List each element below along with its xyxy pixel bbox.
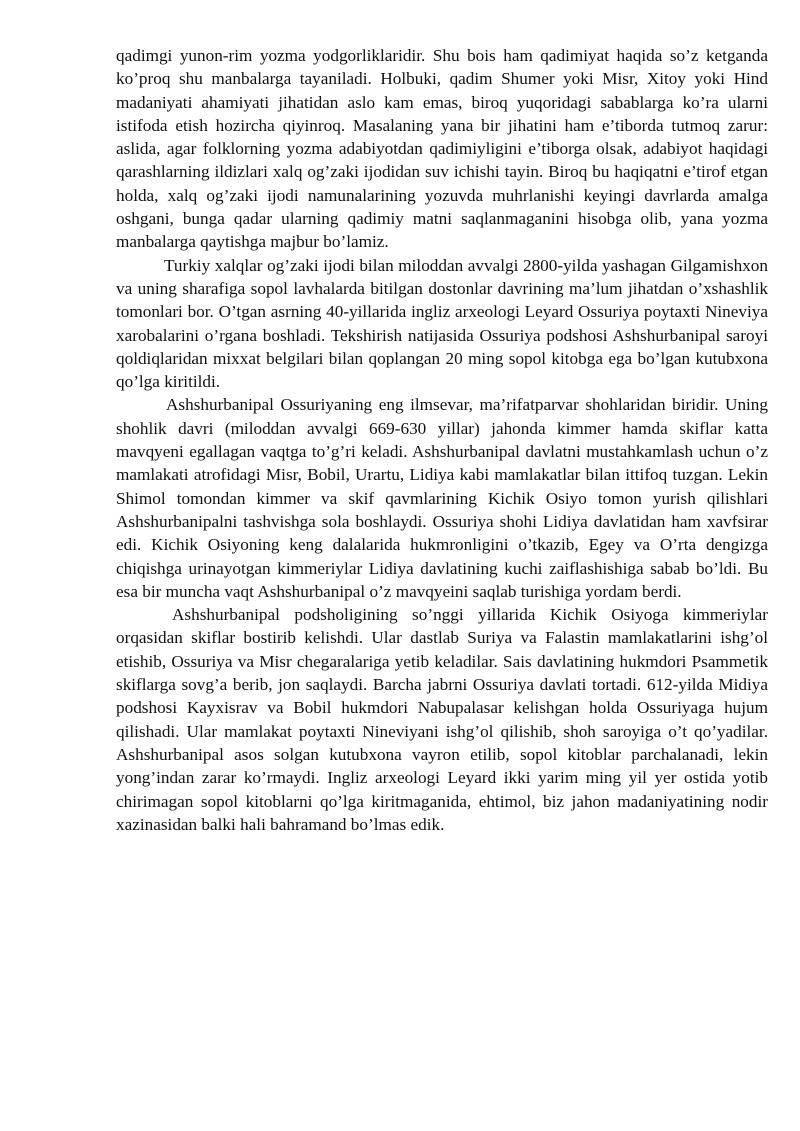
paragraph-1: qadimgi yunon-rim yozma yodgorliklaridir. Shu bois ham qadimiyat haqida so’z ketganda ko’proq shu manbalarga tayaniladi. Holbuki, qadim Shumer yoki Misr, Xitoy yoki Hind madaniyati ahamiyati jihatidan aslo kam emas, biroq yuqoridagi sabablarga ko’ra ularni istifoda etish hozircha qiyinroq. Masalaning yana bir jihatini ham e’tiborda tutmoq zarur: aslida, agar folklorning yozma adabiyotdan qadimiyligini e’tiborga olsak, adabiyot haqidagi qarashlarning ildizlari xalq og’zaki ijodidan suv ichishi tayin. Biroq bu haqiqatni e’tirof etgan holda, xalq og’zaki ijodi namunalarining yozuvda muhrlanishi keyingi davrlarda amalga oshgani, bunga qadar ularning qadimiy matni saqlanmaganini hisobga olib, yana yozma manbalarga qaytishga majbur bo’lamiz. — [116, 46, 768, 252]
document-page — [116, 44, 768, 836]
paragraph-2: Turkiy xalqlar og’zaki ijodi bilan miloddan avvalgi 2800-yilda yashagan Gilgamishxon va uning sharafiga sopol lavhalarda bitilgan dostonlar davrining ma’lum jihatdan o’xshashlik tomonlari bor. O’tgan asrning 40-yillarida ingliz arxeologi Leyard Ossuriya poytaxti Nineviya xarobalarini o’rgana boshladi. Tekshirish natijasida Ossuriya podshosi Ashshurbanipal saroyi qoldiqlaridan mixxat belgilari bilan qoplangan 20 ming sopol kitobga ega bo’lgan kutubxona qo’lga kiritildi. — [116, 255, 768, 392]
paragraph-3: Ashshurbanipal Ossuriyaning eng ilmsevar, ma’rifatparvar shohlaridan biridir. Uning shohlik davri (miloddan avvalgi 669-630 yillar) jahonda kimmer hamda skiflar katta mavqyeni egallagan vaqtga to’g’ri keladi. Ashshurbanipal davlatni mustahkamlash uchun o’z mamlakati atrofidagi Misr, Bobil, Urartu, Lidiya kabi mamlakatlar bilan ittifoq tuzgan. Lekin Shimol tomondan kimmer va skif qavmlarining Kichik Osiyo tomon yurish qilishlari Ashshurbanipalni tashvishga sola boshlaydi. Ossuriya shohi Lidiya davlatidan ham xavfsirar edi. Kichik Osiyoning keng dalalarida hukmronligini o’tkazib, Egey va O’rta dengizga chiqishga urinayotgan kimmeriylar Lidiya davlatining kuchi zaiflashishiga sabab bo’ldi. Bu esa bir muncha vaqt Ashshurbanipal o’z mavqyeini saqlab turishiga yordam berdi. — [116, 395, 768, 601]
paragraph-4: Ashshurbanipal podsholigining so’nggi yillarida Kichik Osiyoga kimmeriylar orqasidan skiflar bostirib kelishdi. Ular dastlab Suriya va Falastin mamlakatlarini ishg’ol etishib, Ossuriya va Misr chegaralariga yetib keladilar. Sais davlatining hukmdori Psammetik skiflarga sovg’a berib, jon saqlaydi. Barcha jabrni Ossuriya davlati tortadi. 612-yilda Midiya podshosi Kayxisrav va Bobil hukmdori Nabupalasar kelishgan holda Ossuriyaga hujum qilishadi. Ular mamlakat poytaxti Nineviyani ishg’ol qilishib, shoh saroyiga o’t qo’yadilar. Ashshurbanipal asos solgan kutubxona vayron etilib, sopol kitoblar parchalanadi, lekin yong’indan zarar ko’rmaydi. Ingliz arxeologi Leyard ikki yarim ming yil yer ostida yotib chirimagan sopol kitoblarni qo’lga kiritmaganida, ehtimol, biz jahon madaniyatining nodir xazinasidan balki hali bahramand bo’lmas edik. — [116, 605, 768, 834]
